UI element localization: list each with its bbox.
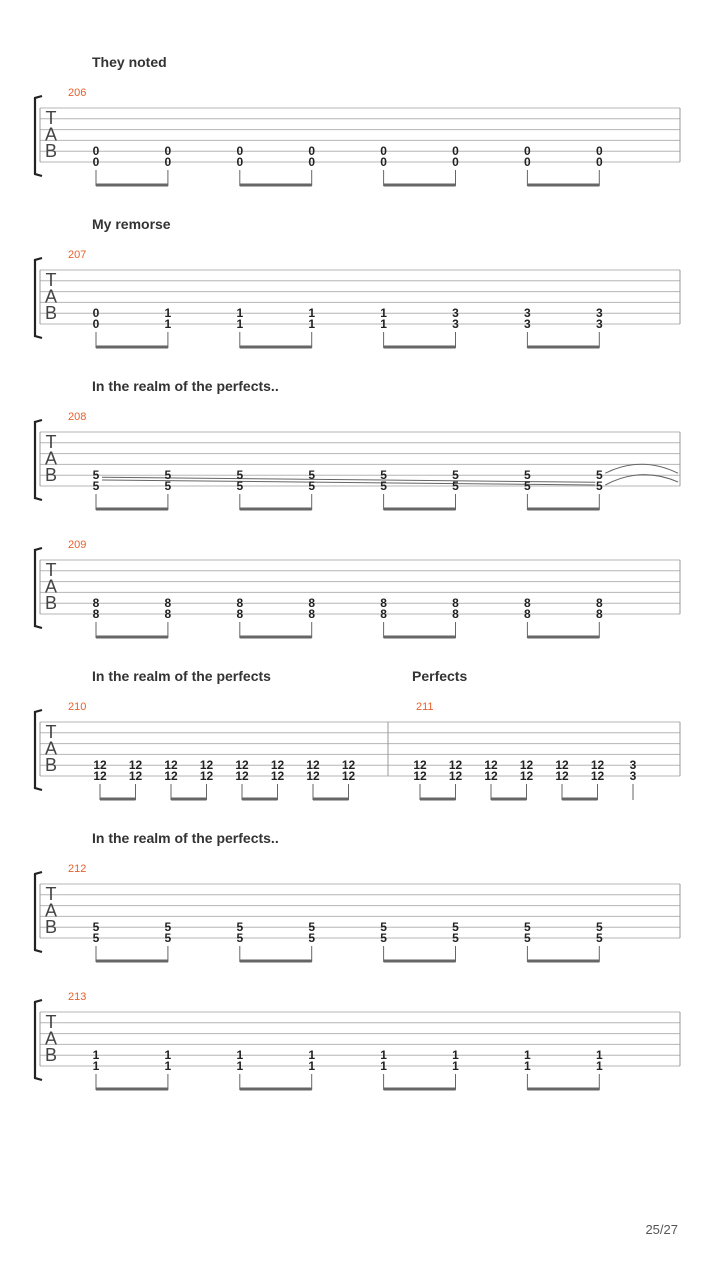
fret-number: 12 [413,758,427,773]
fret-number: 12 [484,769,498,783]
fret-number: 1 [164,1048,172,1063]
tab-clef-letter: B [44,917,58,937]
slide-line [102,477,595,482]
fret-number: 3 [452,317,459,331]
fret-number: 12 [448,769,463,783]
lyric-text: In the realm of the perfects.. [92,378,279,394]
tie-arc [605,475,678,485]
fret-number: 8 [595,607,603,621]
fret-number: 12 [448,758,463,773]
fret-number: 5 [164,468,172,483]
fret-number: 1 [92,1059,100,1073]
fret-number: 12 [93,758,107,773]
tab-clef-letter: B [44,465,58,485]
fret-number: 12 [306,769,320,783]
fret-number: 12 [235,758,249,773]
fret-number: 5 [524,920,531,935]
tab-system [35,54,680,186]
fret-number: 12 [590,758,605,773]
fret-number: 12 [128,758,143,773]
fret-number: 3 [629,758,637,773]
fret-number: 0 [380,155,387,169]
fret-number: 5 [164,920,172,935]
fret-number: 8 [308,607,316,621]
tab-clef-letter: T [45,108,57,128]
fret-number: 5 [595,468,603,483]
slide-line [102,480,595,485]
fret-number: 0 [236,144,244,159]
lyric-text: In the realm of the perfects [92,668,271,684]
fret-number: 0 [452,144,459,159]
fret-number: 1 [164,306,172,321]
fret-number: 0 [452,155,459,169]
fret-number: 3 [595,306,603,321]
page-number: 25/27 [645,1222,678,1237]
fret-number: 0 [595,144,603,159]
tab-clef-letter: T [45,722,57,742]
fret-number: 3 [452,306,459,321]
lyric-text: In the realm of the perfects.. [92,830,279,846]
fret-number: 5 [452,479,459,493]
fret-number: 1 [380,306,387,321]
fret-number: 5 [236,479,244,493]
fret-number: 0 [308,155,316,169]
fret-number: 1 [380,317,387,331]
fret-number: 1 [236,317,244,331]
fret-number: 12 [341,758,356,773]
fret-number: 8 [380,607,387,621]
fret-number: 12 [519,758,534,773]
fret-number: 0 [595,155,603,169]
tab-system [35,378,680,510]
fret-number: 5 [308,931,316,945]
fret-number: 8 [236,607,244,621]
fret-number: 0 [380,144,387,159]
fret-number: 12 [164,769,178,783]
fret-number: 12 [199,758,214,773]
fret-number: 0 [524,155,531,169]
fret-number: 0 [164,144,172,159]
tab-clef-letter: A [44,1028,58,1049]
fret-number: 0 [164,155,172,169]
tab-system [35,539,680,638]
fret-number: 5 [380,920,387,935]
tab-clef-letter: A [44,576,58,597]
fret-number: 5 [308,468,316,483]
fret-number: 12 [306,758,320,773]
fret-number: 5 [452,931,459,945]
fret-number: 8 [524,596,531,611]
fret-number: 5 [164,931,172,945]
fret-number: 1 [236,306,244,321]
fret-number: 1 [524,1059,531,1073]
fret-number: 8 [164,596,172,611]
fret-number: 1 [524,1048,531,1063]
fret-number: 1 [452,1059,459,1073]
fret-number: 12 [484,758,498,773]
fret-number: 12 [128,769,143,783]
fret-number: 5 [595,920,603,935]
fret-number: 12 [93,769,107,783]
fret-number: 5 [524,479,531,493]
fret-number: 12 [235,769,249,783]
fret-number: 5 [92,468,100,483]
fret-number: 8 [236,596,244,611]
fret-number: 3 [524,317,531,331]
fret-number: 5 [524,468,531,483]
tab-clef-letter: A [44,900,58,921]
fret-number: 8 [92,607,100,621]
fret-number: 8 [595,596,603,611]
fret-number: 1 [308,306,316,321]
fret-number: 1 [236,1048,244,1063]
fret-number: 5 [236,468,244,483]
fret-number: 5 [380,479,387,493]
fret-number: 5 [452,468,459,483]
tab-clef-letter: A [44,286,58,307]
fret-number: 8 [308,596,316,611]
fret-number: 8 [92,596,100,611]
fret-number: 8 [380,596,387,611]
fret-number: 5 [92,931,100,945]
measure-number: 213 [68,991,87,1003]
fret-number: 1 [380,1048,387,1063]
fret-number: 12 [199,769,214,783]
fret-number: 5 [595,479,603,493]
fret-number: 12 [555,758,569,773]
fret-number: 5 [452,920,459,935]
fret-number: 0 [92,155,100,169]
measure-number: 210 [68,701,87,713]
fret-number: 8 [452,596,459,611]
fret-number: 1 [308,317,316,331]
fret-number: 5 [380,931,387,945]
tab-system [35,830,680,962]
tab-clef-letter: B [44,1045,58,1065]
fret-number: 1 [236,1059,244,1073]
tab-clef-letter: T [45,432,57,452]
fret-number: 12 [270,769,285,783]
fret-number: 1 [164,317,172,331]
fret-number: 5 [236,920,244,935]
fret-number: 12 [413,769,427,783]
tab-clef-letter: B [44,593,58,613]
tab-clef-letter: T [45,1012,57,1032]
fret-number: 1 [452,1048,459,1063]
fret-number: 3 [629,769,637,783]
tab-system [35,991,680,1090]
fret-number: 0 [236,155,244,169]
fret-number: 0 [92,144,100,159]
measure-number: 207 [68,249,87,261]
fret-number: 8 [524,607,531,621]
fret-number: 12 [519,769,534,783]
fret-number: 1 [595,1059,603,1073]
fret-number: 12 [341,769,356,783]
measure-number: 212 [68,863,87,875]
tab-system [35,216,680,348]
tab-clef-letter: T [45,884,57,904]
lyric-text: They noted [92,54,167,70]
measure-number: 208 [68,411,87,423]
fret-number: 5 [308,479,316,493]
fret-number: 5 [595,931,603,945]
fret-number: 0 [524,144,531,159]
tab-clef-letter: A [44,124,58,145]
lyric-text: My remorse [92,216,171,232]
tie-arc [605,464,678,473]
measure-number: 206 [68,87,87,99]
fret-number: 12 [590,769,605,783]
lyric-text: Perfects [412,668,468,684]
fret-number: 0 [308,144,316,159]
tab-clef-letter: T [45,560,57,580]
fret-number: 12 [555,769,569,783]
fret-number: 5 [308,920,316,935]
fret-number: 1 [380,1059,387,1073]
tab-system [35,668,680,800]
tab-clef-letter: A [44,738,58,759]
fret-number: 5 [92,920,100,935]
measure-number: 209 [68,539,87,551]
tab-clef-letter: B [44,141,58,161]
tab-clef-letter: B [44,755,58,775]
fret-number: 5 [380,468,387,483]
tab-clef-letter: B [44,303,58,323]
tab-systems [35,54,680,1090]
fret-number: 5 [92,479,100,493]
measure-number: 211 [416,701,434,713]
fret-number: 8 [452,607,459,621]
fret-number: 5 [236,931,244,945]
fret-number: 12 [270,758,285,773]
fret-number: 1 [92,1048,100,1063]
fret-number: 1 [308,1048,316,1063]
fret-number: 5 [524,931,531,945]
fret-number: 8 [164,607,172,621]
fret-number: 0 [92,306,100,321]
fret-number: 12 [164,758,178,773]
fret-number: 1 [595,1048,603,1063]
fret-number: 1 [308,1059,316,1073]
tab-clef-letter: T [45,270,57,290]
fret-number: 3 [595,317,603,331]
tab-clef-letter: A [44,448,58,469]
fret-number: 0 [92,317,100,331]
fret-number: 5 [164,479,172,493]
fret-number: 3 [524,306,531,321]
fret-number: 1 [164,1059,172,1073]
